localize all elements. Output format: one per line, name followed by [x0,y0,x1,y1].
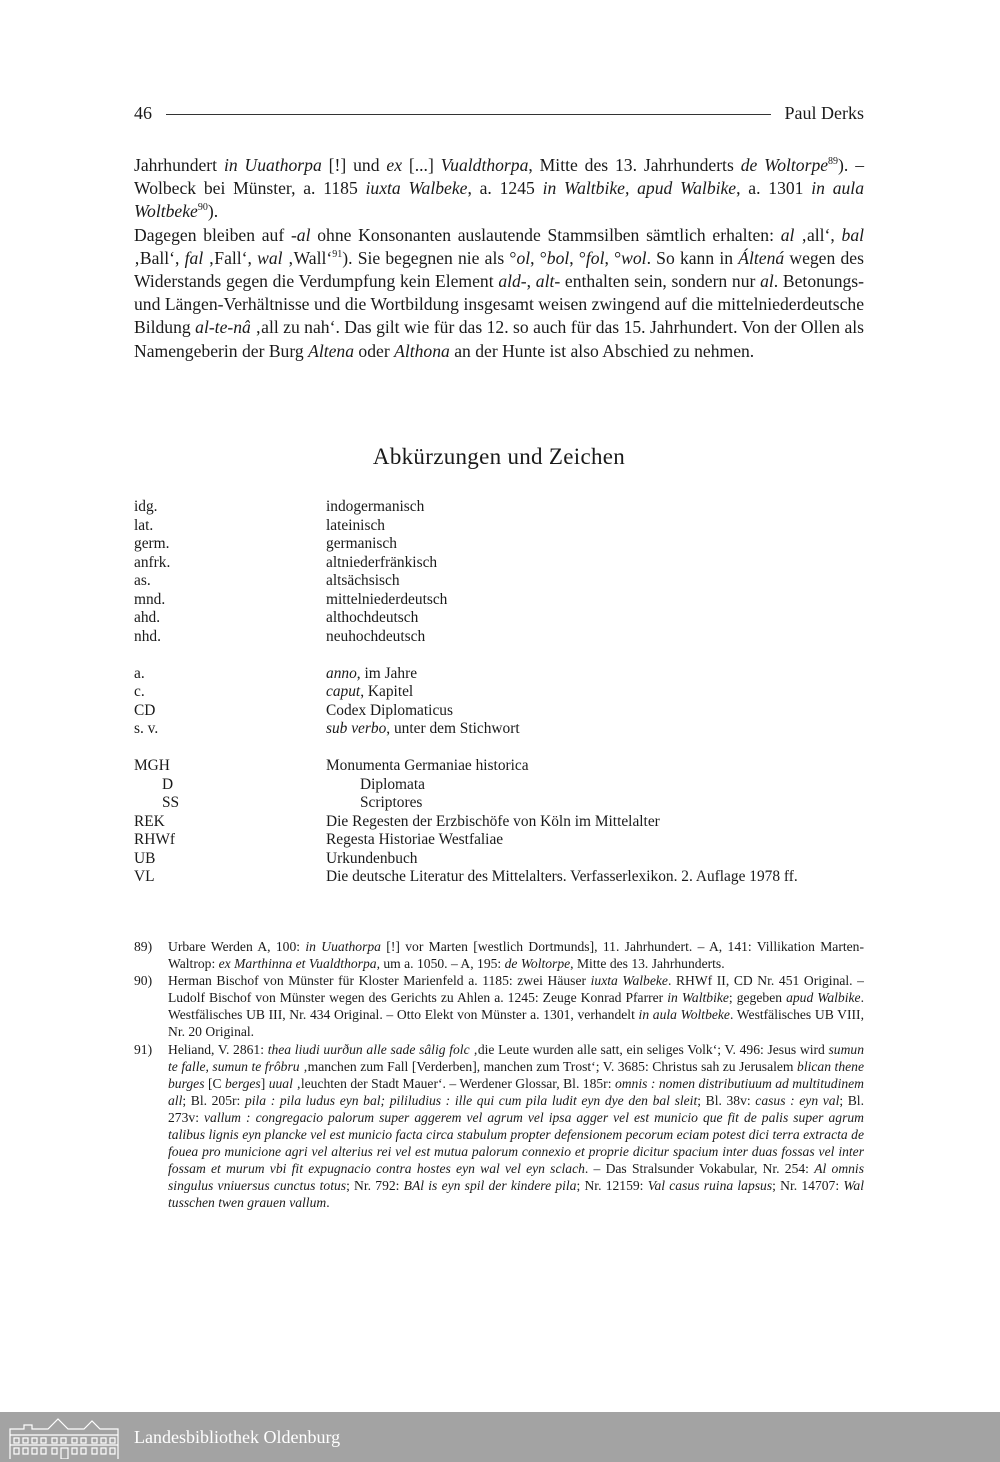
abbreviation-term: SS [162,794,180,811]
footnote-text: Herman Bischof von Münster für Kloster Marienfeld a. 1185: zwei Häuser iuxta Walbeke. RHWf II, CD Nr. 451 Original. – Ludolf Bischof von Münster wegen des Gerichts zu Ahlen a. 1245: Zeuge Konrad Pfarrer in Waltbike; gegeben apud Walbike. Westfälisches UB III, Nr. 434 Original. – Otto Elekt von Münster a. 1301, verhandelt in aula Woltbeke. Westfälisches UB VIII, Nr. 20 Original. [168,973,864,1040]
abbreviation-meaning: anno, im Jahre [326,664,418,682]
abbreviation-term: s. v. [134,720,159,737]
abbreviation-row [134,757,874,776]
abbreviation-meaning: mittelniederdeutsch [326,590,448,608]
abbreviation-term: D [162,775,174,793]
abbreviation-row [134,572,874,591]
abbreviation-meaning: Scriptores [360,794,423,811]
abbreviation-meaning: Codex Diplomaticus [326,701,453,719]
footnote-text: Urbare Werden A, 100: in Uuathorpa [!] vor Marten [westlich Dortmunds], 11. Jahrhundert. – A, 141: Villikation Marten-Waltrop: ex Marthinna et Vualdthorpa, um a. 1050. – A, 195: de Woltorpe, Mitte des 13. Jahrhunderts. [168,939,864,972]
abbreviation-term: c. [134,683,145,700]
abbreviation-meaning: Diplomata [360,775,425,793]
abbreviation-row [134,628,874,647]
footnote-number: 91) [134,1041,153,1057]
abbreviation-row [134,517,874,536]
abbreviation-meaning: altniederfränkisch [326,553,438,571]
abbreviation-term: VL [134,868,155,885]
abbreviation-row [134,535,874,554]
abbreviation-row [134,554,874,573]
abbreviation-meaning: caput, Kapitel [326,683,414,700]
abbreviation-term: mnd. [134,590,166,608]
body-text [134,154,864,363]
abbreviation-group [134,498,874,646]
library-name: Landesbibliothek Oldenburg [134,1426,341,1447]
abbreviation-term: as. [134,572,151,589]
footnotes [134,938,864,1212]
library-banner [0,1412,1000,1462]
abbreviation-meaning: Urkundenbuch [326,849,418,867]
abbreviation-row [134,868,874,887]
footnote-text: Heliand, V. 2861: thea liudi uurðun alle sade sâlig folc ‚die Leute wurden alle satt, ein seliges Volk‘; V. 496: Jesus wird sumun te falle, sumun te frôbru ‚manchen zum Fall [Verderben], manchen zum Trost‘; V. 3685: Christus sah zu Jerusalem blican thene burges [C berges] uual ‚leuchten der Stadt Mauer‘. – Werdener Glossar, Bl. 185r: omnis : nomen distributiuum ad multitudinem all; Bl. 205r: pila : pila ludus eyn bal; pililudius : ille qui cum pila ludit eyn dye den bal sleit; Bl. 38v: casus : eyn val; Bl. 273v: vallum : congregacio palorum super aggerem vel agrum vel ipsa agger vel est municio que fit de palis super agrum talibus lignis eyn plancke vel est municio facta circa stabulum propter defensionem pecorum eciam potest dici terra extracta de fouea pro municione agri vel alterius rei vel est mutua palorum connexio et proprie dicitur spacium inter duas fossas vel inter fossam et murum vbi fit expugnacio contra hostes eyn wal vel eyn sclach. – Das Stralsunder Vokabular, Nr. 254: Al omnis singulus vniuersus cunctus totus; Nr. 792: BAl is eyn spil der kindere pila; Nr. 12159: Val casus ruina lapsus; Nr. 14707: Wal tusschen twen grauen vallum. [168,1041,864,1211]
abbreviation-meaning: Regesta Historiae Westfaliae [326,831,504,848]
abbreviation-term: RHWf [134,831,176,848]
abbreviation-term: germ. [134,535,170,552]
abbreviation-row [134,591,874,610]
abbreviation-term: nhd. [134,627,161,645]
abbreviation-list [134,498,874,905]
abbreviation-row [134,683,874,702]
abbreviation-term: ahd. [134,609,161,626]
abbreviation-term: MGH [134,757,170,774]
paragraph-2: Dagegen bleiben auf -al ohne Konsonanten auslautende Stammsilben sämtlich erhalten: al ‚all‘, bal ‚Ball‘, fal ‚Fall‘, wal ‚Wall‘$^{91}$). Sie begegnen nie als °ol, °bol, °fol, °wol. So kann in Áltená wegen des Widerstands gegen die Verdumpfung kein Element ald-, alt- enthalten sein, sondern nur al. Betonungs- und Längen-Verhältnisse und die Wortbildung insgesamt weisen zwingend auf die mittelniederdeutsche Bildung al-te-nâ ‚all zu nah‘. Das gilt wie für das 12. so auch für das 15. Jahrhundert. Von der Ollen als Namengeberin der Burg Altena oder Althona an der Hunte ist also Abschied zu nehmen. [134,224,865,361]
abbreviation-meaning: indogermanisch [326,498,425,515]
abbreviation-row [134,720,874,739]
running-head [134,100,864,126]
abbreviation-meaning: Die deutsche Literatur des Mittelalters. Verfasserlexikon. 2. Auflage 1978 ff. [326,868,798,885]
abbreviation-term: a. [134,664,145,682]
abbreviation-meaning: Die Regesten der Erzbischöfe von Köln im Mittelalter [326,812,660,830]
abbreviation-row [134,831,874,850]
abbreviation-term: idg. [134,498,158,515]
abbreviation-row [134,609,874,628]
abbreviation-meaning: neuhochdeutsch [326,627,426,645]
abbreviation-term: lat. [134,516,154,534]
abbreviation-term: UB [134,849,156,867]
abbreviation-row [134,776,874,795]
abbreviation-meaning: sub verbo, unter dem Stichwort [326,720,520,737]
abbreviation-meaning: althochdeutsch [326,609,419,626]
abbreviation-row [134,794,874,813]
abbreviation-row [134,498,874,517]
footnote-number: 89) [134,939,153,954]
abbreviation-term: CD [134,701,156,719]
paragraph-1: Jahrhundert in Uuathorpa [!] und ex [...] Vualdthorpa, Mitte des 13. Jahrhunderts de Woltorpe$^{89}$). – Wolbeck bei Münster, a. 1185 iuxta Walbeke, a. 1245 in Waltbike, apud Walbike, a. 1301 in aula Woltbeke$^{90}$). [134,155,864,222]
author-name: Paul Derks [784,102,864,123]
abbreviation-row [134,665,874,684]
page-number: 46 [134,102,152,123]
library-building-icon [6,1415,124,1459]
footnote [134,972,864,1040]
abbreviation-group [134,665,874,739]
abbreviation-term: anfrk. [134,553,171,571]
abbreviation-meaning: germanisch [326,535,397,552]
abbreviation-row [134,813,874,832]
abbreviation-term: REK [134,812,165,830]
abbreviation-group [134,757,874,887]
footnote [134,1041,864,1212]
header-rule [166,114,771,115]
footnote [134,938,864,972]
abbreviation-row [134,702,874,721]
abbreviation-meaning: lateinisch [326,516,385,534]
abbreviation-meaning: altsächsisch [326,572,400,589]
abbreviation-row [134,850,874,869]
footnote-number: 90) [134,973,153,989]
section-title: Abkürzungen und Zeichen [372,444,626,469]
abbreviation-meaning: Monumenta Germaniae historica [326,757,529,774]
